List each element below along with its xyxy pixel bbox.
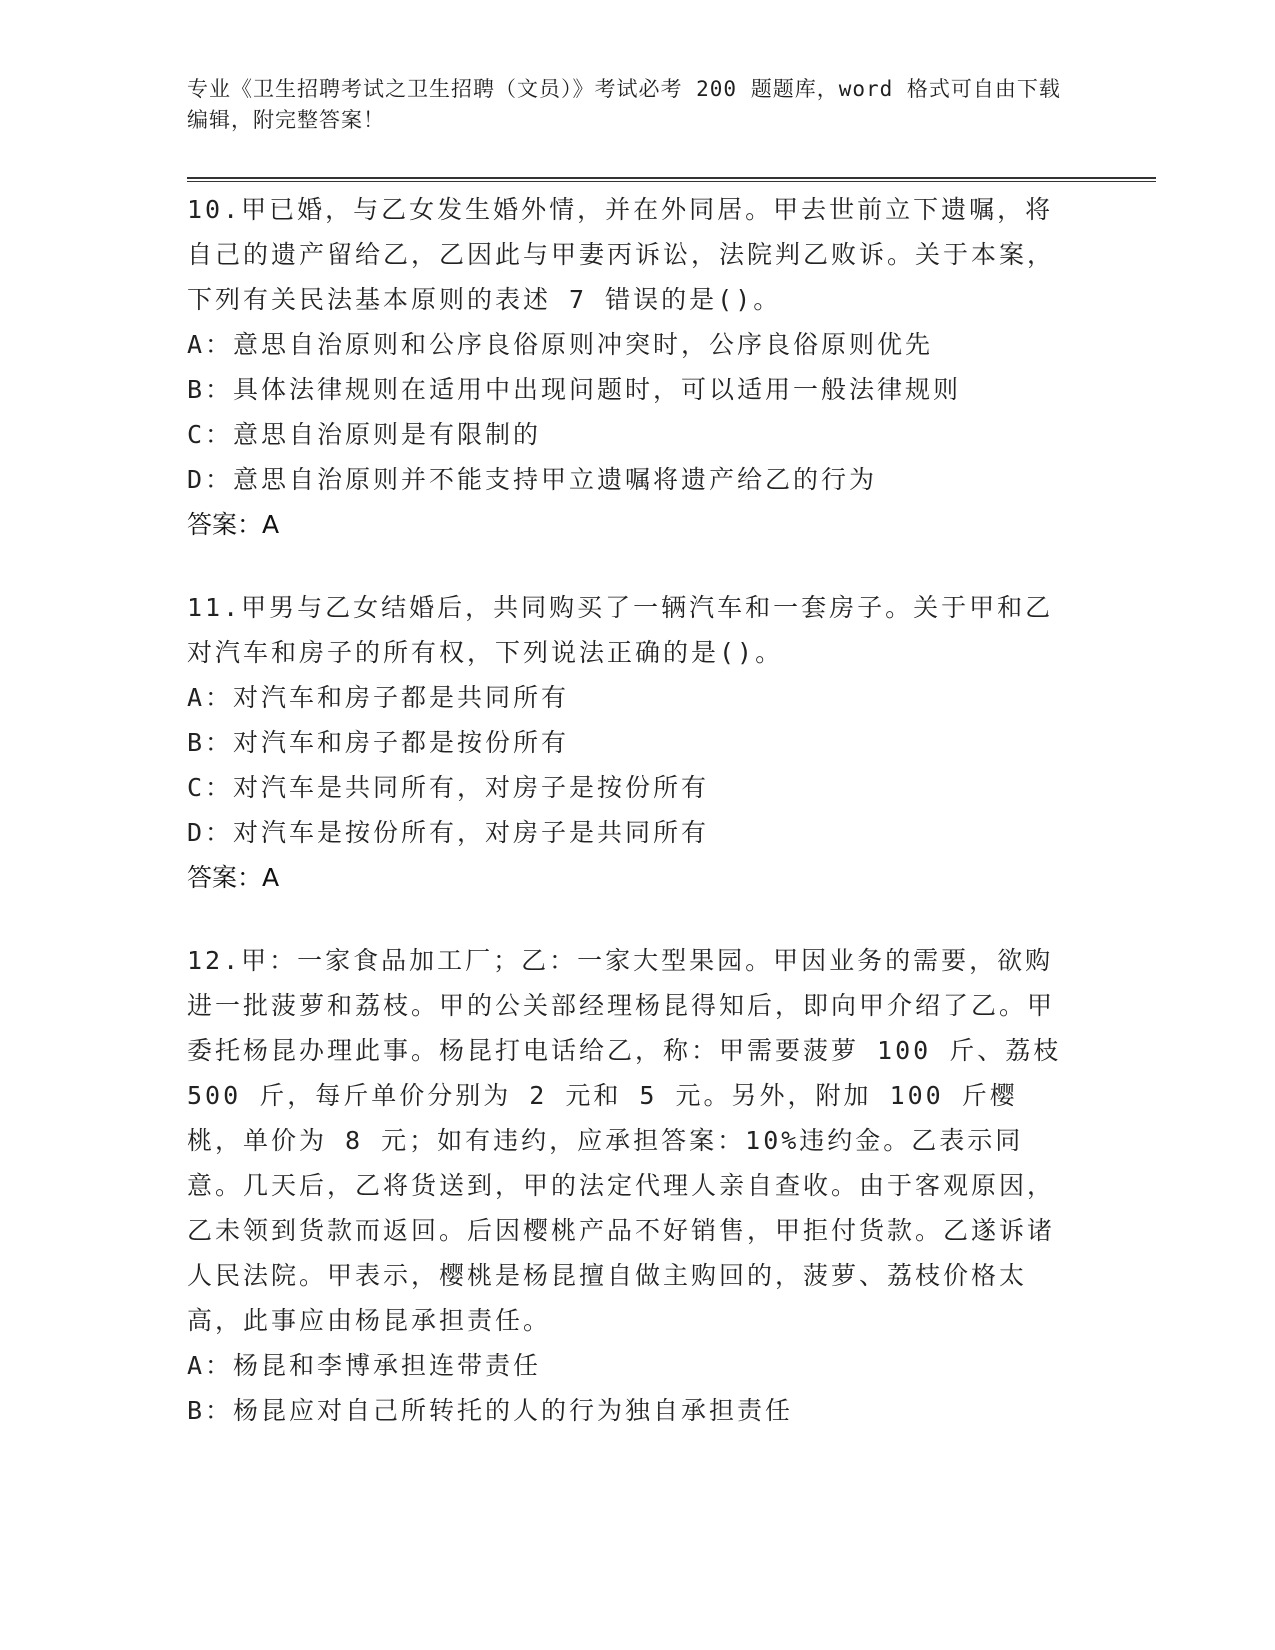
question-12 [187, 938, 1067, 1433]
question-11 [187, 585, 1067, 900]
question-list [187, 187, 1067, 1471]
option-b: B：杨昆应对自己所转托的人的行为独自承担责任 [187, 1396, 794, 1425]
option-d: D：意思自治原则并不能支持甲立遗嘱将遗产给乙的行为 [187, 465, 878, 494]
header-divider-thin [187, 181, 1156, 182]
option-d: D：对汽车是按份所有，对房子是共同所有 [187, 818, 710, 847]
document-header-title: 专业《卫生招聘考试之卫生招聘（文员）》考试必考 200 题题库，word 格式可自由下载编辑，附完整答案！ [187, 77, 1061, 132]
question-stem: 12.甲：一家食品加工厂；乙：一家大型果园。甲因业务的需要，欲购进一批菠萝和荔枝。甲的公关部经理杨昆得知后，即向甲介绍了乙。甲委托杨昆办理此事。杨昆打电话给乙，称：甲需要菠萝 100 斤、荔枝 500 斤，每斤单价分别为 2 元和 5 元。另外，附加 100 斤樱桃，单价为 8 元；如有违约，应承担答案：10%违约金。乙表示同意。几天后，乙将货送到，甲的法定代理人亲自查收。由于客观原因，乙未领到货款而返回。后因樱桃产品不好销售，甲拒付货款。乙遂诉诸人民法院。甲表示，樱桃是杨昆擅自做主购回的，菠萝、荔枝价格太高，此事应由杨昆承担责任。 [187, 946, 1062, 1335]
option-c: C：意思自治原则是有限制的 [187, 420, 542, 449]
option-c: C：对汽车是共同所有，对房子是按份所有 [187, 773, 710, 802]
option-b: B：对汽车和房子都是按份所有 [187, 728, 570, 757]
option-a: A：杨昆和李博承担连带责任 [187, 1351, 542, 1380]
option-a: A：意思自治原则和公序良俗原则冲突时，公序良俗原则优先 [187, 330, 934, 359]
header-divider [187, 177, 1156, 179]
question-stem: 10.甲已婚，与乙女发生婚外情，并在外同居。甲去世前立下遗嘱，将自己的遗产留给乙，乙因此与甲妻丙诉讼，法院判乙败诉。关于本案，下列有关民法基本原则的表述 7 错误的是()。 [187, 195, 1056, 314]
question-10 [187, 187, 1067, 547]
question-stem: 11.甲男与乙女结婚后，共同购买了一辆汽车和一套房子。关于甲和乙对汽车和房子的所有权，下列说法正确的是()。 [187, 593, 1054, 667]
option-b: B：具体法律规则在适用中出现问题时，可以适用一般法律规则 [187, 375, 962, 404]
option-a: A：对汽车和房子都是共同所有 [187, 683, 570, 712]
answer-line: 答案：A [187, 863, 280, 892]
answer-line: 答案：A [187, 510, 280, 539]
